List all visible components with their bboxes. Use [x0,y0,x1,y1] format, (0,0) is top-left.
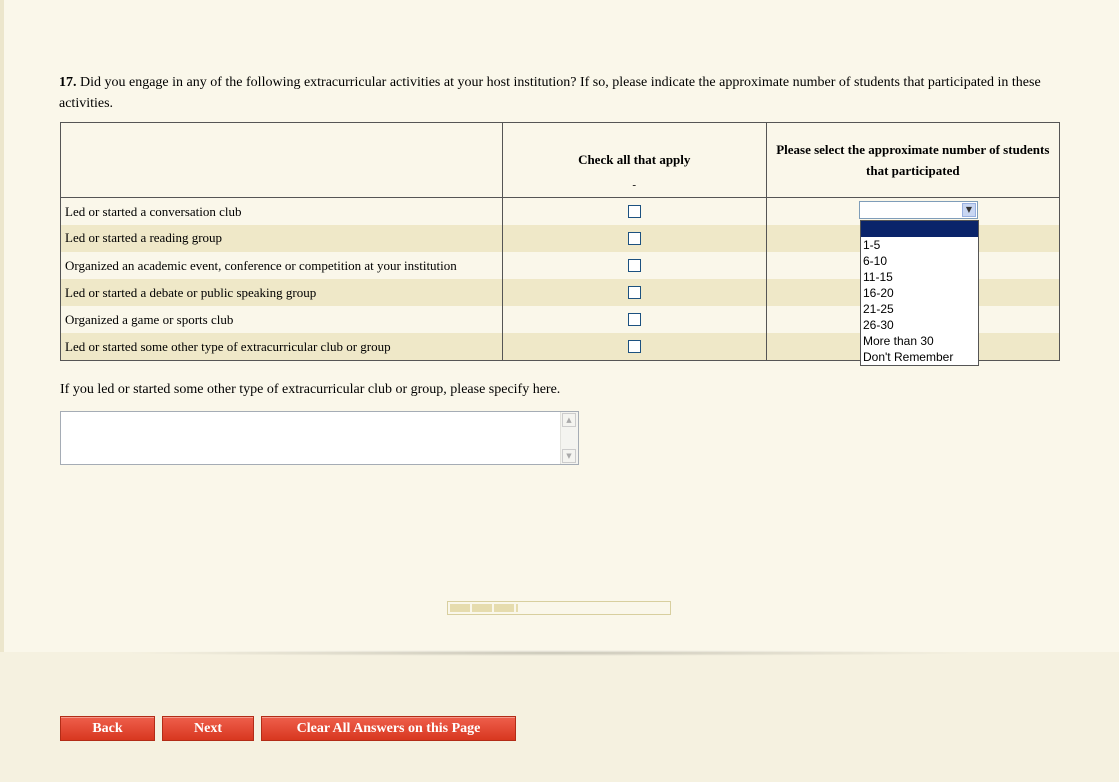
chevron-down-icon[interactable]: ▼ [962,203,976,217]
question-17 [59,72,1059,114]
scroll-up-icon[interactable]: ▲ [562,413,576,427]
participants-dropdown-list[interactable] [860,220,979,366]
next-button[interactable]: Next [162,716,254,741]
scroll-down-icon[interactable]: ▼ [562,449,576,463]
activity-checkbox[interactable] [628,286,641,299]
row-label: Led or started a conversation club [61,198,503,225]
activity-checkbox[interactable] [628,232,641,245]
dropdown-option[interactable]: 26-30 [863,318,894,332]
dropdown-option[interactable]: 16-20 [863,286,894,300]
grid-header-blank [61,123,503,198]
activity-checkbox[interactable] [628,340,641,353]
dropdown-option[interactable]: 11-15 [863,270,893,284]
grid-header-row [61,123,1060,198]
row-label: Led or started some other type of extracurricular club or group [61,333,503,360]
activity-checkbox[interactable] [628,259,641,272]
dropdown-option[interactable]: 1-5 [863,238,881,252]
row-label: Led or started a reading group [61,225,503,252]
question-number: 17. [59,75,77,90]
grid-header-check [502,123,766,198]
row-label: Organized a game or sports club [61,306,503,333]
progress-bar [447,601,671,615]
dropdown-option[interactable]: 6-10 [863,254,888,268]
row-check-cell [502,225,766,252]
activity-checkbox[interactable] [628,313,641,326]
grid-header-count: Please select the approximate number of students that participated [766,123,1059,198]
header-check-sub: - [632,179,637,192]
row-check-cell [502,252,766,279]
footer-divider-shadow [120,650,980,656]
row-check-cell [502,279,766,306]
dropdown-option[interactable]: Don't Remember [863,350,954,364]
dropdown-option-blank[interactable] [861,221,978,237]
textarea-scrollbar[interactable] [560,412,578,464]
specify-textarea[interactable] [60,411,579,465]
question-text: Did you engage in any of the following extracurricular activities at your host institution? If so, please indicate the approximate number of students that participated in these activities. [59,75,1041,111]
dropdown-option[interactable]: 21-25 [863,302,894,316]
back-button[interactable]: Back [60,716,155,741]
specify-label: If you led or started some other type of extracurricular club or group, please specify here. [60,382,561,397]
header-check-label: Check all that apply [578,152,691,168]
row-check-cell [502,306,766,333]
activity-checkbox[interactable] [628,205,641,218]
row-label: Led or started a debate or public speaking group [61,279,503,306]
dropdown-option[interactable]: More than 30 [863,334,934,348]
row-label: Organized an academic event, conference or competition at your institution [61,252,503,279]
row-check-cell [502,333,766,360]
progress-fill [450,604,518,612]
participants-count-select[interactable] [859,201,978,219]
row-check-cell [502,198,766,225]
clear-answers-button[interactable]: Clear All Answers on this Page [261,716,516,741]
